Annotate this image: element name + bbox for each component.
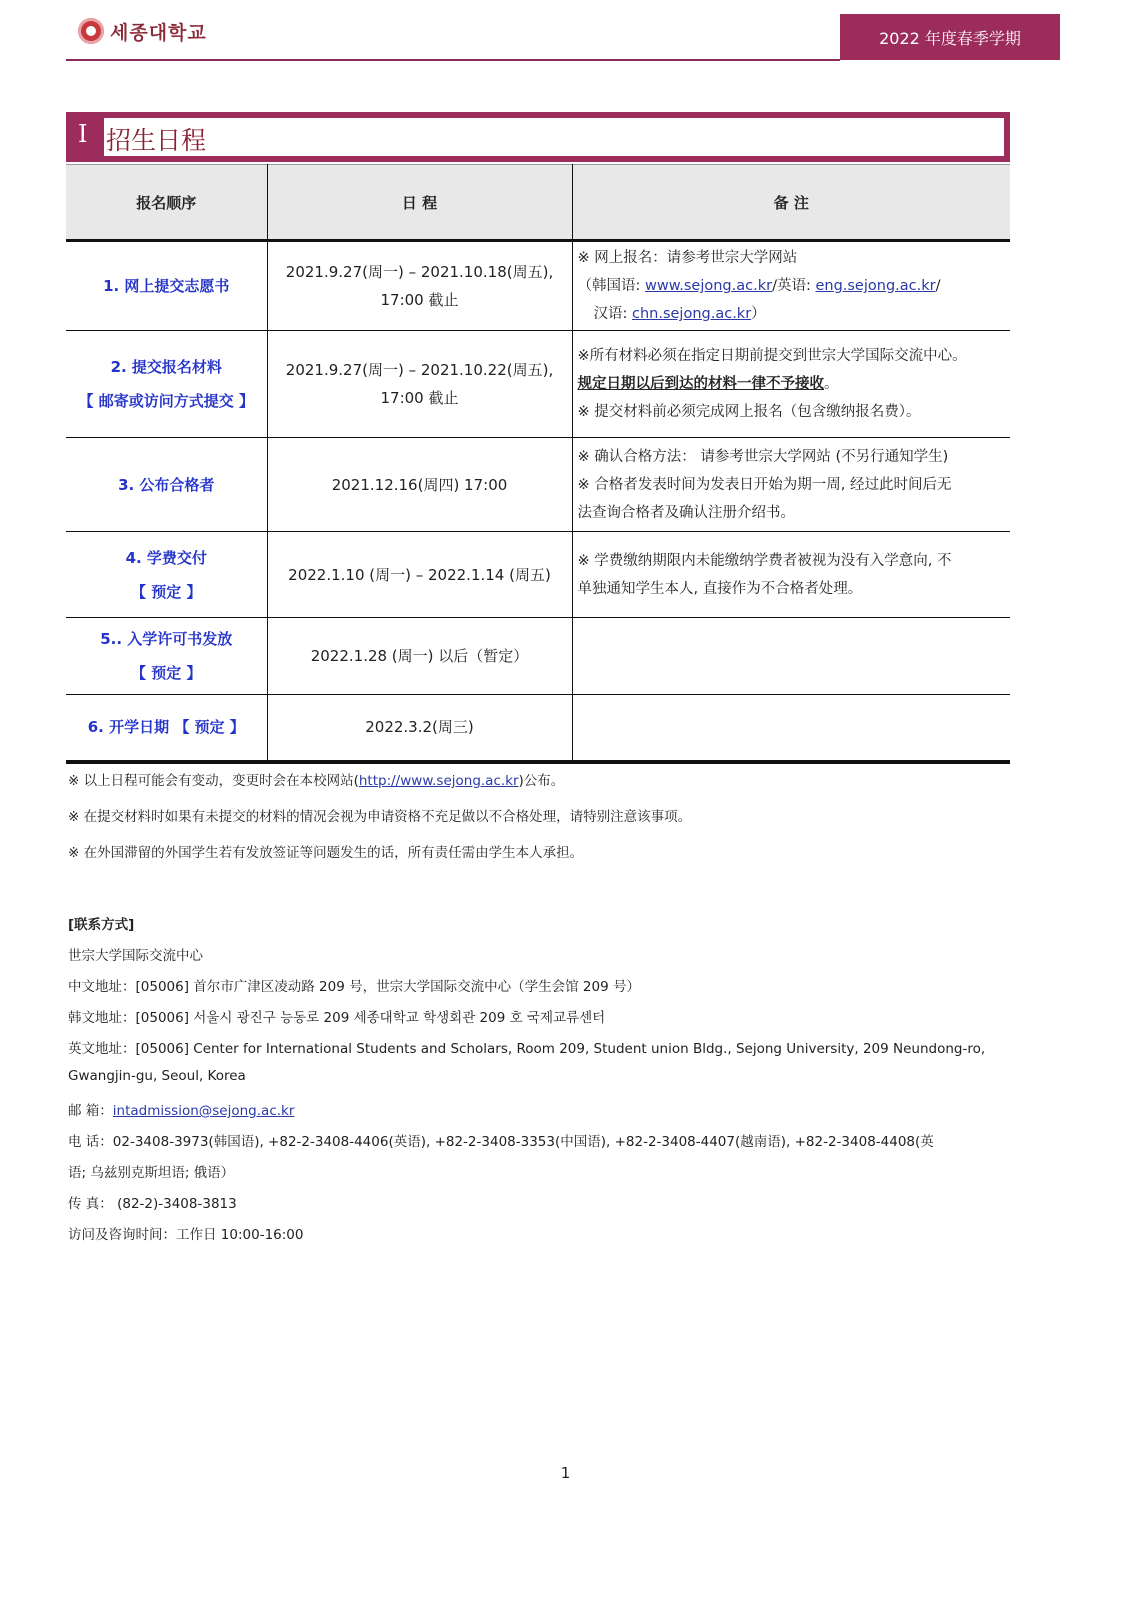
date-cell — [267, 331, 572, 438]
korean-site-link[interactable]: www.sejong.ac.kr — [645, 278, 773, 294]
note-line: ※ 网上报名：请参考世宗大学网站 — [577, 250, 798, 266]
table-row — [66, 618, 1010, 695]
step-label: 4. 学费交付 — [125, 548, 207, 567]
english-site-link[interactable]: eng.sejong.ac.kr — [815, 278, 936, 294]
step-label: 6. 开学日期 【 预定 】 — [87, 718, 245, 737]
sejong-website-link[interactable]: http://www.sejong.ac.kr — [358, 773, 519, 789]
date-line: 17:00 截止 — [380, 389, 459, 407]
table-row — [66, 532, 1010, 618]
footnote-missing-documents: ※ 在提交材料时如果有未提交的材料的情况会视为申请资格不充足做以不合格处理，请特别注意该事项。 — [68, 809, 692, 825]
header-remarks: 备 注 — [572, 165, 1010, 241]
date-line: 2021.9.27(周一) – 2021.10.22(周五), — [285, 361, 554, 379]
note-line — [578, 300, 1011, 328]
table-row — [66, 438, 1010, 532]
contact-korean-address: 韩文地址：[05006] 서울시 광진구 능동로 209 세종대학교 학생회관 209 호 국제교류센터 — [68, 1010, 606, 1026]
step-cell — [66, 331, 267, 438]
step-sublabel: 【 预定 】 — [131, 664, 202, 682]
contact-heading: [联系方式] — [68, 917, 135, 933]
footnote-text: ※ 以上日程可能会有变动，变更时会在本校网站( — [68, 773, 359, 789]
contact-email-line — [68, 1099, 294, 1119]
university-logo — [78, 16, 207, 46]
date-line: 2021.12.16(周四) 17:00 — [331, 475, 508, 494]
footnote-text: )公布。 — [518, 773, 565, 789]
contact-english-address-cont: Gwangjin-gu, Seoul, Korea — [68, 1068, 246, 1084]
note-cell — [572, 438, 1010, 532]
page-number: 1 — [560, 1464, 571, 1482]
note-line: 单独通知学生本人, 直接作为不合格者处理。 — [577, 580, 863, 597]
note-cell — [572, 331, 1010, 438]
note-cell — [572, 618, 1010, 695]
note-text: / — [935, 278, 941, 294]
contact-phone-cont: 语; 乌兹别克斯坦语; 俄语） — [68, 1165, 235, 1181]
date-line: 2022.3.2(周三) — [365, 718, 474, 737]
note-text: /英语: — [772, 278, 816, 294]
table-row — [66, 695, 1010, 762]
note-line: 法查询合格者及确认注册介绍书。 — [577, 504, 795, 521]
step-sublabel: 【 邮寄或访问方式提交 】 — [78, 392, 254, 410]
date-line: 17:00 截止 — [380, 291, 459, 309]
footnote-visa-responsibility: ※ 在外国滞留的外国学生若有发放签证等问题发生的话，所有责任需由学生本人承担。 — [68, 845, 584, 861]
contact-chinese-address: 中文地址：[05006] 首尔市广津区凌动路 209 号，世宗大学国际交流中心（学生会馆 209 号） — [68, 979, 640, 995]
note-line: ※ 合格者发表时间为发表日开始为期一周, 经过此时间后无 — [577, 476, 952, 493]
note-text: 汉语: — [593, 306, 632, 322]
note-text: （韩国语: — [577, 278, 645, 294]
step-sublabel: 【 预定 】 — [131, 582, 202, 601]
note-cell — [572, 695, 1010, 762]
header-order: 报名顺序 — [66, 165, 267, 241]
step-cell — [66, 532, 267, 618]
note-line: ※ 提交材料前必须完成网上报名（包含缴纳报名费）。 — [577, 404, 921, 420]
step-label: 5.. 入学许可书发放 — [100, 630, 233, 648]
email-label: 邮 箱： — [68, 1103, 113, 1119]
step-label: 1. 网上提交志愿书 — [103, 277, 230, 295]
step-cell — [66, 241, 267, 331]
section-title: 招生日程 — [106, 126, 207, 155]
note-cell — [572, 532, 1010, 618]
header-schedule: 日 程 — [267, 165, 572, 241]
contact-fax: 传 真： (82-2)-3408-3813 — [68, 1196, 237, 1212]
step-label: 3. 公布合格者 — [118, 475, 215, 494]
admission-schedule-table — [66, 164, 1010, 764]
note-cell — [572, 241, 1010, 331]
table-row — [66, 331, 1010, 438]
note-line: ※所有材料必须在指定日期前提交到世宗大学国际交流中心。 — [577, 348, 967, 364]
date-cell — [267, 241, 572, 331]
section-title-box — [104, 118, 1004, 156]
step-cell — [66, 618, 267, 695]
note-line — [578, 272, 1011, 300]
date-cell — [267, 532, 572, 618]
date-cell — [267, 438, 572, 532]
header-divider — [66, 59, 840, 61]
note-line — [578, 370, 1011, 398]
note-line: ※ 学费缴纳期限内未能缴纳学费者被视为没有入学意向, 不 — [577, 552, 952, 569]
contact-english-address: 英文地址：[05006] Center for International Students and Scholars, Room 209, Student union Bldg., Sejong University, 209 Neundong-ro, — [68, 1041, 986, 1057]
note-text: 。 — [824, 376, 839, 392]
contact-hours: 访问及咨询时间：工作日 10:00-16:00 — [68, 1227, 304, 1243]
table-row — [66, 241, 1010, 331]
term-label: 2022 年度春季学期 — [879, 28, 1021, 48]
note-emphasis: 规定日期以后到达的材料一律不予接收 — [577, 376, 824, 392]
term-badge — [840, 14, 1060, 60]
email-link[interactable]: intadmission@sejong.ac.kr — [112, 1103, 295, 1119]
date-line: 2022.1.28 (周一) 以后（暂定） — [310, 647, 529, 665]
footnote-schedule-change — [68, 769, 564, 789]
date-line: 2022.1.10 (周一) – 2022.1.14 (周五) — [288, 565, 551, 584]
date-cell — [267, 695, 572, 762]
date-cell — [267, 618, 572, 695]
note-line: ※ 确认合格方法： 请参考世宗大学网站 (不另行通知学生) — [577, 448, 949, 465]
contact-phone: 电 话：02-3408-3973(韩国语), +82-2-3408-4406(英语), +82-2-3408-3353(中国语), +82-2-3408-4407(越南语), +82-2-3408-4408(英 — [68, 1134, 934, 1150]
logo-text: 세종대학교 — [110, 21, 207, 44]
table-header-row — [66, 165, 1010, 241]
university-seal-icon — [78, 18, 104, 44]
chinese-site-link[interactable]: chn.sejong.ac.kr — [632, 306, 752, 322]
step-cell — [66, 438, 267, 532]
section-numeral: I — [78, 120, 88, 148]
note-text: ） — [751, 306, 766, 322]
contact-organization: 世宗大学国际交流中心 — [68, 948, 203, 964]
step-label: 2. 提交报名材料 — [110, 358, 222, 376]
date-line: 2021.9.27(周一) – 2021.10.18(周五), — [285, 263, 554, 281]
step-cell — [66, 695, 267, 762]
